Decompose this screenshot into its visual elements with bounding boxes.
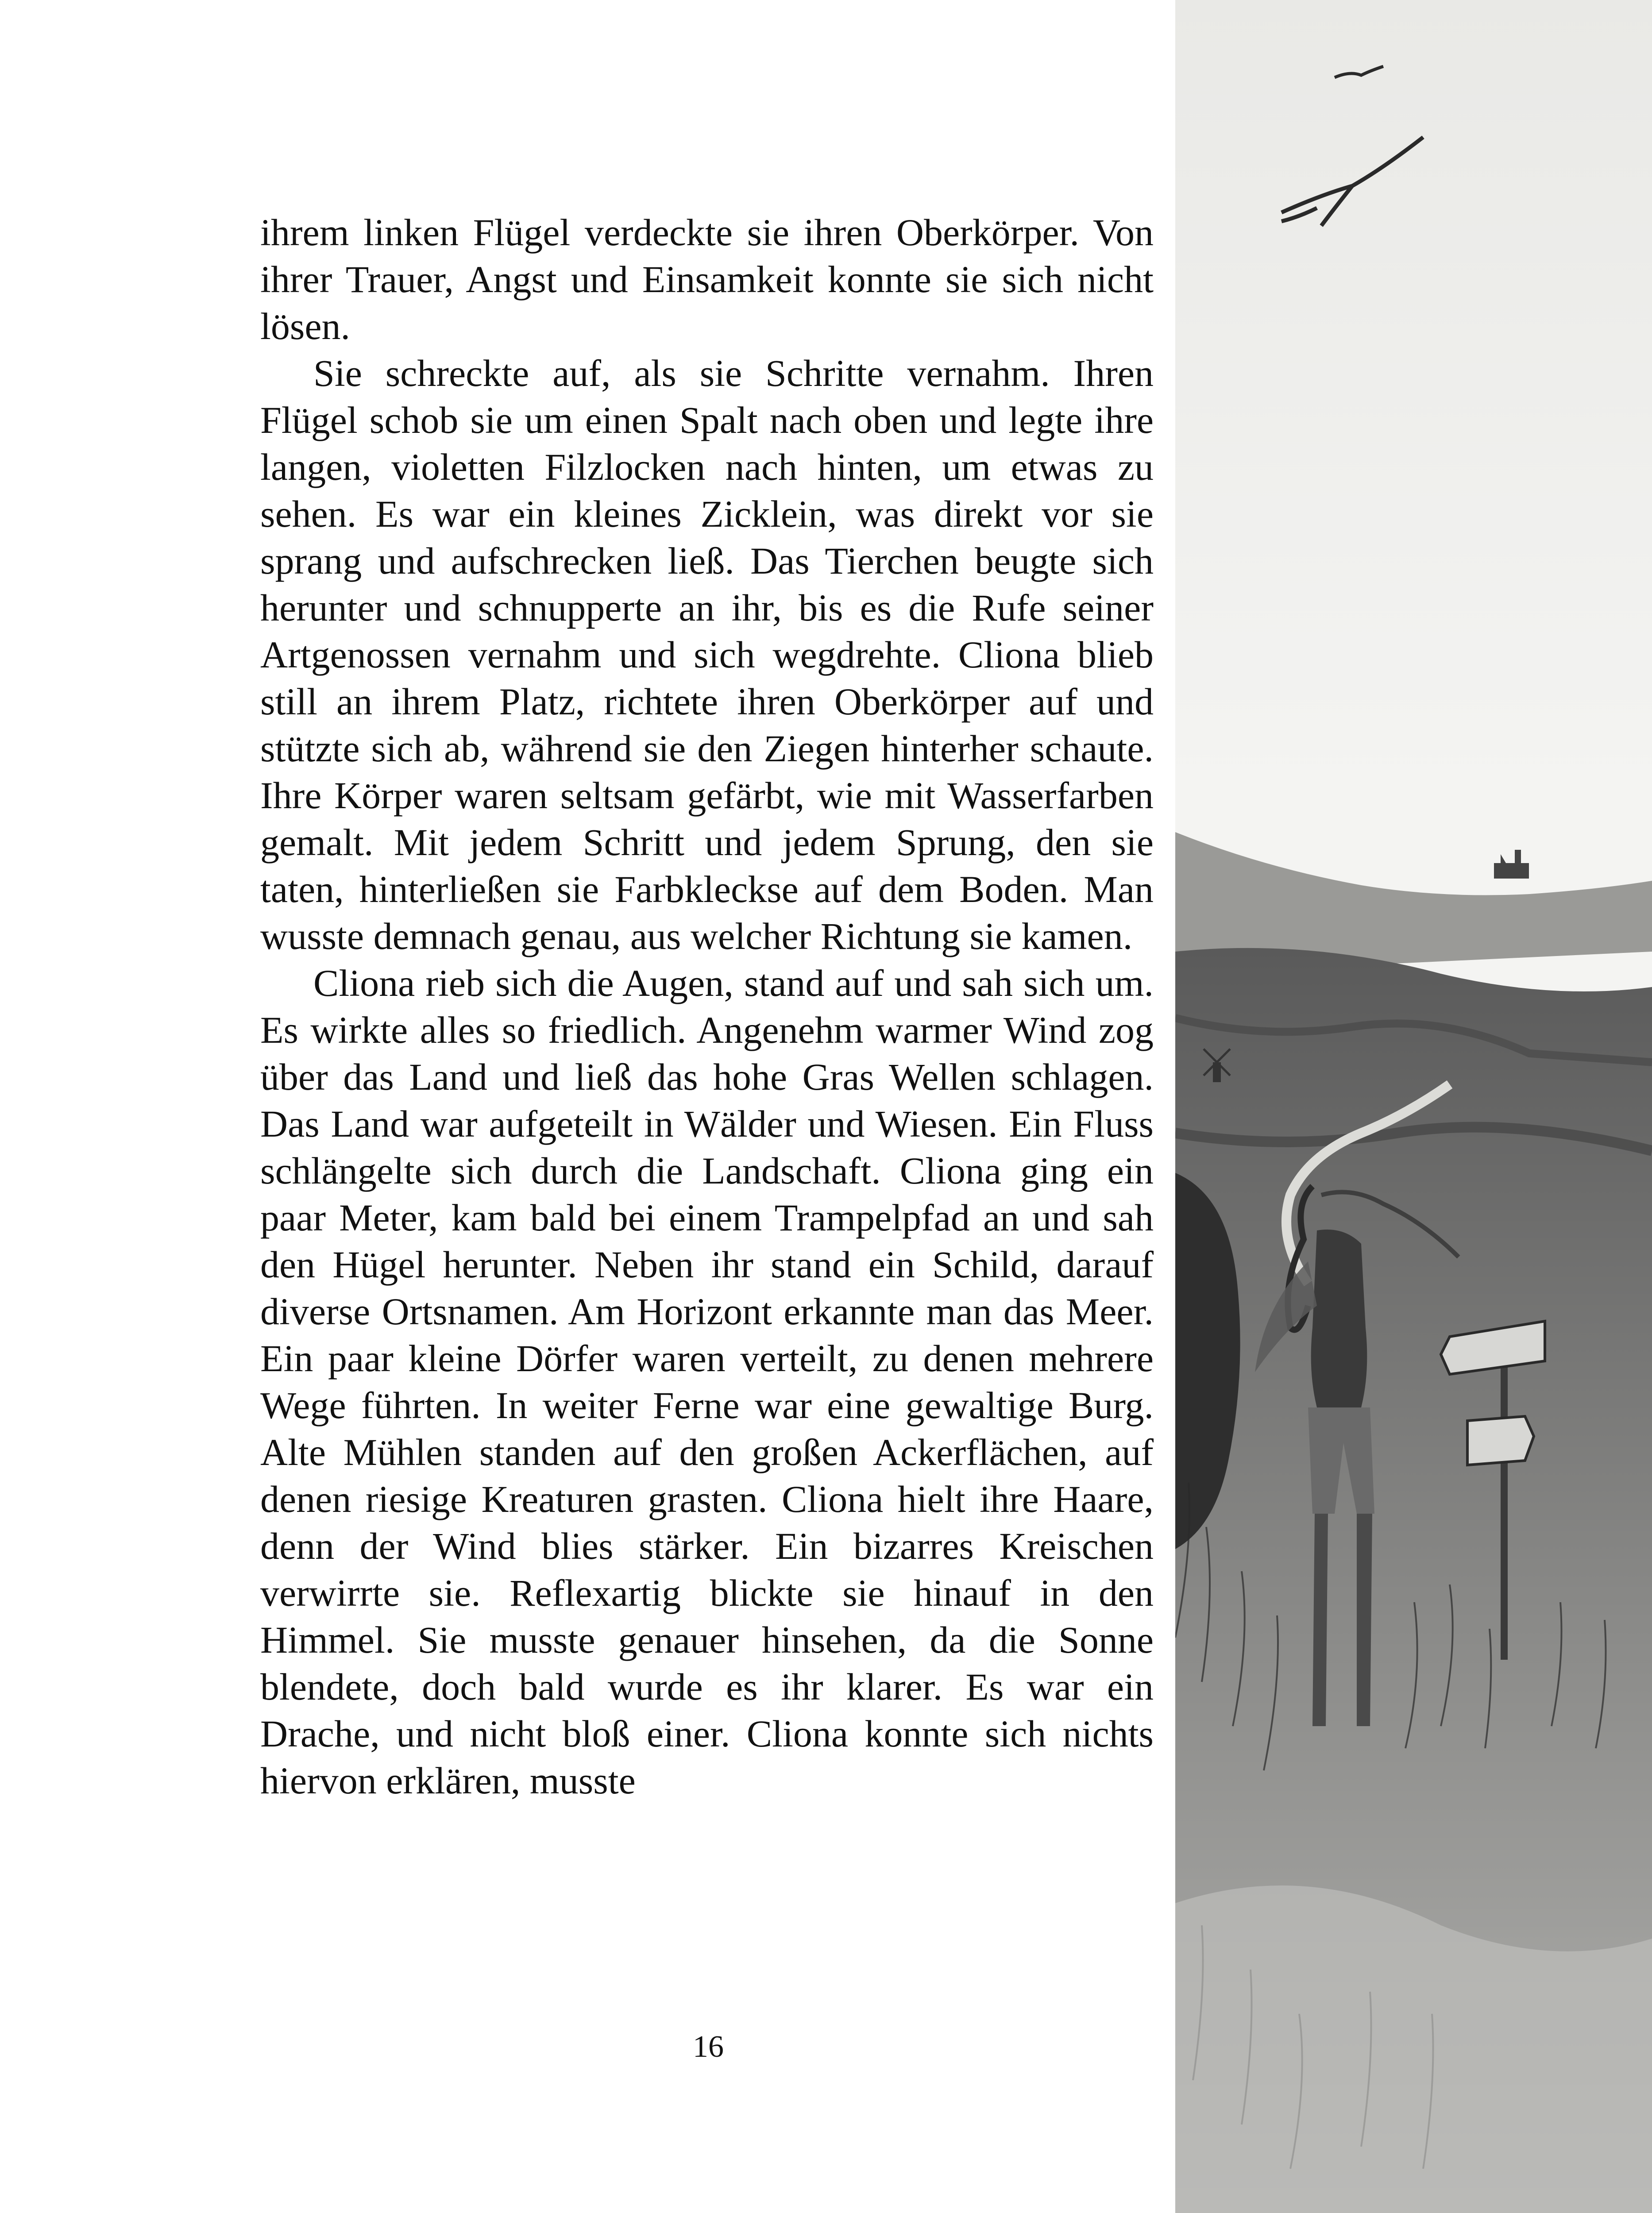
- page-number: 16: [693, 2030, 724, 2064]
- paragraph: Sie schreckte auf, als sie Schritte vernahm. Ihren Flügel schob sie um einen Spalt nach oben und legte ihre langen, violetten Filzlocken nach hinten, um etwas zu sehen. Es war ein kleines Zicklein, was direkt vor sie sprang und aufschrecken ließ. Das Tierchen beugte sich herunter und schnupperte an ihr, bis es die Rufe seiner Artgenossen vernahm und sich wegdrehte. Cliona blieb still an ihrem Platz, richtete ihren Oberkörper auf und stützte sich ab, während sie den Ziegen hinterher schaute. Ihre Körper waren seltsam gefärbt, wie mit Wasserfarben gemalt. Mit jedem Schritt und jedem Sprung, den sie taten, hinterließen sie Farbkleckse auf dem Boden. Man wusste demnach genau, aus welcher Richtung sie kamen.: [260, 352, 1154, 957]
- pencil-illustration: [1175, 0, 1652, 2213]
- body-text: [260, 209, 1154, 1804]
- paragraph: Cliona rieb sich die Augen, stand auf und sah sich um. Es wirkte alles so friedlich. Angenehm warmer Wind zog über das Land und ließ das hohe Gras Wellen schlagen. Das Land war aufgeteilt in Wälder und Wiesen. Ein Fluss schlängelte sich durch die Landschaft. Cliona ging ein paar Meter, kam bald bei einem Trampelpfad an und sah den Hügel herunter. Neben ihr stand ein Schild, darauf diverse Ortsnamen. Am Horizont erkannte man das Meer. Ein paar kleine Dörfer waren verteilt, zu denen mehrere Wege führten. In weiter Ferne war eine gewaltige Burg. Alte Mühlen standen auf den großen Ackerflächen, auf denen riesige Kreaturen grasten. Cliona hielt ihre Haare, denn der Wind blies stärker. Ein bizarres Kreischen verwirrte sie. Reflexartig blickte sie hinauf in den Himmel. Sie musste genauer hinsehen, da die Sonne blendete, doch bald wurde es ihr klarer. Es war ein Drache, und nicht bloß einer. Cliona konnte sich nichts hiervon erklären, musste: [260, 962, 1154, 1802]
- paragraph: ihrem linken Flügel verdeckte sie ihren Oberkörper. Von ihrer Trauer, Angst und Einsamkeit konnte sie sich nicht lösen.: [260, 211, 1154, 347]
- landscape-sketch: [1175, 0, 1652, 2213]
